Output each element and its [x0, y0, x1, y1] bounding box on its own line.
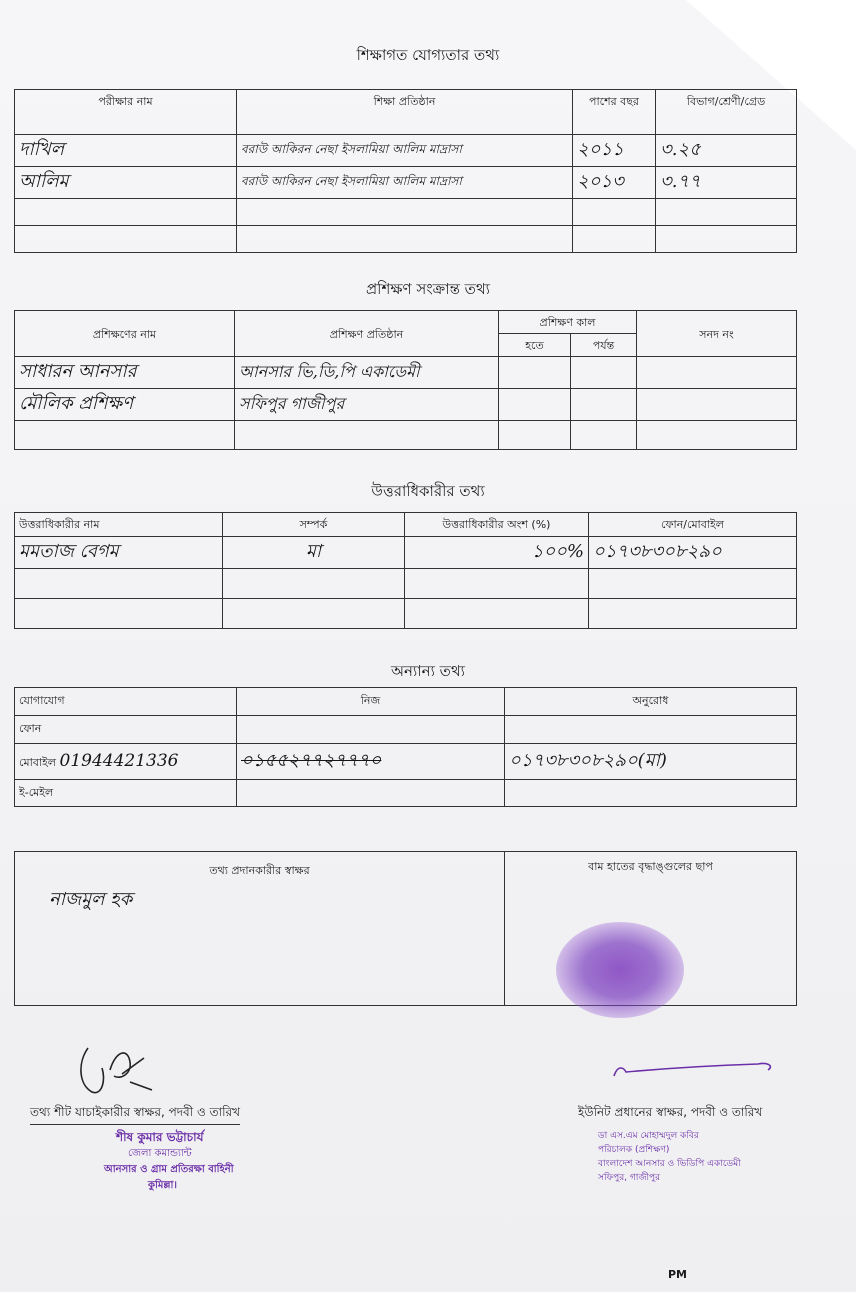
table-row [15, 357, 797, 389]
unit-stamp-title: পরিচালক (প্রশিক্ষণ) [598, 1145, 670, 1155]
unit-label: ইউনিট প্রধানের স্বাক্ষর, পদবী ও তারিখ [578, 1105, 763, 1119]
grade-cell: ৩.৭৭ [656, 167, 797, 199]
table-row [15, 537, 797, 569]
unit-stamp-place: সফিপুর, গাজীপুর [598, 1173, 661, 1183]
training-name-cell: সাধারন আনসার [15, 357, 235, 389]
provider-signature: নাজমুল হক [49, 889, 133, 910]
verifier-label: তথ্য শীট যাচাইকারীর স্বাক্ষর, পদবী ও তারিখ [30, 1104, 240, 1125]
education-title: শিক্ষাগত যোগ্যতার তথ্য [356, 46, 500, 64]
institution-cell: বরাউ আকিরন নেছা ইসলামিয়া আলিম মাদ্রাসা [237, 135, 573, 167]
verifier-signature-image [70, 1040, 160, 1102]
mobile-extra: 01944421336 [59, 750, 179, 771]
verifier-stamp-title: জেলা কমান্ড্যান্ট [128, 1148, 192, 1159]
table-row [15, 135, 797, 167]
training-institution-cell: আনসার ভি,ডি,পি একাডেমী [235, 357, 499, 389]
mobile-cell [15, 744, 237, 780]
provider-cell [15, 852, 505, 1006]
heir-title: উত্তরাধিকারীর তথ্য [371, 482, 485, 500]
table-row [15, 780, 797, 807]
col-training-institution: প্রশিক্ষণ প্রতিষ্ঠান [235, 311, 499, 357]
col-contact: যোগাযোগ [15, 688, 237, 716]
col-training-name: প্রশিক্ষণের নাম [15, 311, 235, 357]
own-mobile-cell: ০১৫৫২৭৭২৭৭৭০ [237, 744, 505, 780]
training-title: প্রশিক্ষণ সংক্রান্ত তথ্য [365, 280, 491, 298]
col-heir-name: উত্তরাধিকারীর নাম [15, 513, 223, 537]
unit-signature-image [608, 1056, 778, 1086]
contact-label: ই-মেইল [15, 780, 237, 807]
contact-label: মোবাইল [19, 755, 56, 769]
table-row [15, 167, 797, 199]
unit-stamp-org: বাংলাদেশ আনসার ও ভিডিপি একাডেমী [598, 1159, 741, 1169]
table-row [15, 744, 797, 780]
col-exam: পরীক্ষার নাম [15, 90, 237, 135]
training-name-cell: মৌলিক প্রশিক্ষণ [15, 389, 235, 421]
verifier-stamp-name: শীষ কুমার ভট্টাচার্য [116, 1130, 204, 1144]
contact-label: ফোন [15, 716, 237, 744]
heir-phone-cell: ০১৭৩৮৩০৮২৯০ [589, 537, 797, 569]
request-mobile-cell: ০১৭৩৮৩০৮২৯০(মা) [505, 744, 797, 780]
year-cell: ২০১১ [573, 135, 656, 167]
col-certificate: সনদ নং [637, 311, 797, 357]
corner-mark: PM [668, 1268, 688, 1281]
share-cell: ১০০% [405, 537, 589, 569]
training-table [14, 310, 797, 450]
verifier-stamp-org: আনসার ও গ্রাম প্রতিরক্ষা বাহিনী [104, 1164, 234, 1175]
exam-cell: আলিম [15, 167, 237, 199]
relation-cell: মা [223, 537, 405, 569]
col-request: অনুরোধ [505, 688, 797, 716]
exam-cell: দাখিল [15, 135, 237, 167]
education-table [14, 89, 797, 253]
col-grade: বিভাগ/শ্রেণী/গ্রেড [656, 90, 797, 135]
verifier-stamp-place: কুমিল্লা। [148, 1180, 177, 1191]
col-institution: শিক্ষা প্রতিষ্ঠান [237, 90, 573, 135]
unit-stamp-name: ডা এস.এম মোহাম্মদুল কবির [598, 1131, 699, 1141]
col-phone: ফোন/মোবাইল [589, 513, 797, 537]
heir-table [14, 512, 797, 629]
thumbprint-image [556, 922, 684, 1018]
col-to: পর্যন্ত [571, 334, 637, 357]
other-title: অন্যান্য তথ্য [390, 662, 466, 680]
heir-name-cell: মমতাজ বেগম [15, 537, 223, 569]
table-row [15, 716, 797, 744]
col-share: উত্তরাধিকারীর অংশ (%) [405, 513, 589, 537]
provider-label: তথ্য প্রদানকারীর স্বাক্ষর [209, 864, 310, 877]
col-training-period: প্রশিক্ষণ কাল [499, 311, 637, 334]
institution-cell: বরাউ আকিরন নেছা ইসলামিয়া আলিম মাদ্রাসা [237, 167, 573, 199]
table-row [15, 389, 797, 421]
col-from: হতে [499, 334, 571, 357]
col-relation: সম্পর্ক [223, 513, 405, 537]
col-year: পাশের বছর [573, 90, 656, 135]
col-own: নিজ [237, 688, 505, 716]
training-institution-cell: সফিপুর গাজীপুর [235, 389, 499, 421]
other-table [14, 687, 797, 807]
year-cell: ২০১৩ [573, 167, 656, 199]
thumb-label: বাম হাতের বৃদ্ধাঙ্গুলের ছাপ [588, 860, 713, 873]
grade-cell: ৩.২৫ [656, 135, 797, 167]
